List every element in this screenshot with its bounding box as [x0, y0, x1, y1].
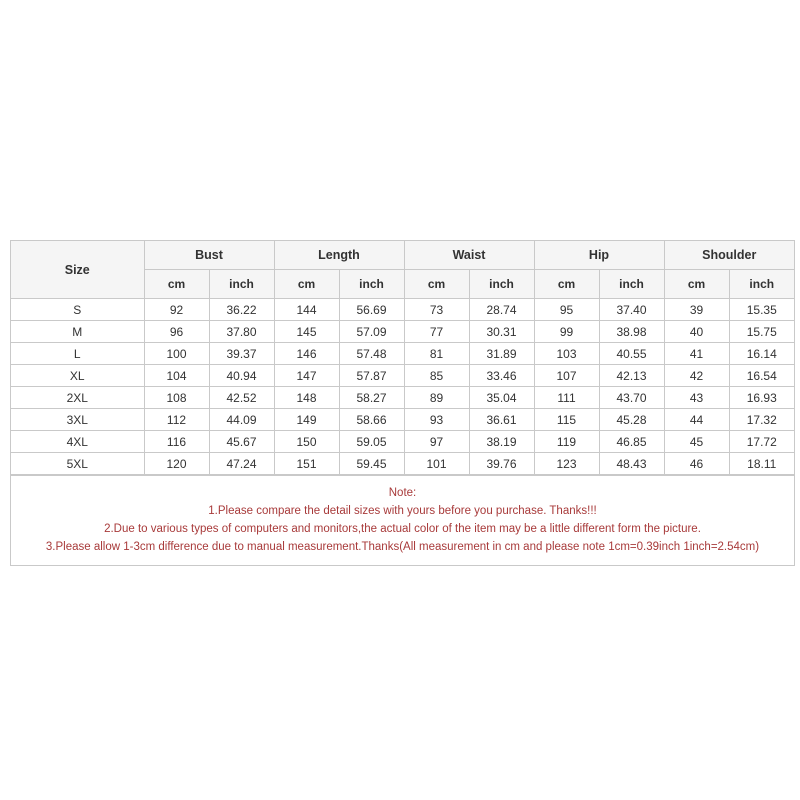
- measurement-cell: 43.70: [599, 387, 664, 409]
- measurement-cell: 104: [144, 365, 209, 387]
- measurement-cell: 41: [664, 343, 729, 365]
- table-row: [11, 343, 794, 365]
- waist-header: Waist: [404, 241, 534, 270]
- size-label-cell: M: [11, 321, 144, 343]
- measurement-cell: 149: [274, 409, 339, 431]
- note-title: Note:: [388, 487, 417, 499]
- measurement-cell: 35.04: [469, 387, 534, 409]
- measurement-cell: 96: [144, 321, 209, 343]
- measurement-cell: 116: [144, 431, 209, 453]
- bust-header: Bust: [144, 241, 274, 270]
- measurement-cell: 33.46: [469, 365, 534, 387]
- measurement-cell: 147: [274, 365, 339, 387]
- size-table: [11, 241, 794, 475]
- measurement-cell: 16.93: [729, 387, 794, 409]
- measurement-cell: 16.54: [729, 365, 794, 387]
- measurement-cell: 39: [664, 299, 729, 321]
- measurement-cell: 30.31: [469, 321, 534, 343]
- measurement-cell: 42: [664, 365, 729, 387]
- measurement-cell: 97: [404, 431, 469, 453]
- size-column-header: Size: [11, 241, 144, 299]
- measurement-cell: 58.66: [339, 409, 404, 431]
- measurement-cell: 57.09: [339, 321, 404, 343]
- measurement-cell: 37.40: [599, 299, 664, 321]
- shoulder-header: Shoulder: [664, 241, 794, 270]
- measurement-cell: 57.87: [339, 365, 404, 387]
- size-label-cell: XL: [11, 365, 144, 387]
- size-chart: [10, 240, 795, 566]
- measurement-cell: 85: [404, 365, 469, 387]
- measurement-cell: 39.76: [469, 453, 534, 475]
- measurement-cell: 28.74: [469, 299, 534, 321]
- measurement-cell: 107: [534, 365, 599, 387]
- table-row: [11, 321, 794, 343]
- size-label-cell: L: [11, 343, 144, 365]
- measurement-cell: 39.37: [209, 343, 274, 365]
- measurement-cell: 144: [274, 299, 339, 321]
- measurement-cell: 15.75: [729, 321, 794, 343]
- measurement-cell: 119: [534, 431, 599, 453]
- measurement-cell: 77: [404, 321, 469, 343]
- measurement-cell: 148: [274, 387, 339, 409]
- unit-header-cm: cm: [534, 270, 599, 299]
- unit-header-cm: cm: [144, 270, 209, 299]
- measurement-cell: 42.13: [599, 365, 664, 387]
- measurement-cell: 56.69: [339, 299, 404, 321]
- measurement-cell: 101: [404, 453, 469, 475]
- measurement-cell: 92: [144, 299, 209, 321]
- hip-header: Hip: [534, 241, 664, 270]
- measurement-cell: 45.28: [599, 409, 664, 431]
- measurement-cell: 115: [534, 409, 599, 431]
- measurement-cell: 47.24: [209, 453, 274, 475]
- size-label-cell: 4XL: [11, 431, 144, 453]
- measurement-cell: 48.43: [599, 453, 664, 475]
- measurement-cell: 17.72: [729, 431, 794, 453]
- measurement-cell: 46.85: [599, 431, 664, 453]
- table-row: [11, 409, 794, 431]
- measurement-cell: 46: [664, 453, 729, 475]
- note-line-1: 1.Please compare the detail sizes with yours before you purchase. Thanks!!!: [208, 505, 597, 517]
- measurement-cell: 150: [274, 431, 339, 453]
- table-row: [11, 387, 794, 409]
- size-label-cell: S: [11, 299, 144, 321]
- measurement-cell: 45.67: [209, 431, 274, 453]
- measurement-cell: 38.98: [599, 321, 664, 343]
- group-header-row: [11, 241, 794, 270]
- measurement-cell: 111: [534, 387, 599, 409]
- measurement-cell: 57.48: [339, 343, 404, 365]
- measurement-cell: 18.11: [729, 453, 794, 475]
- measurement-cell: 38.19: [469, 431, 534, 453]
- measurement-cell: 123: [534, 453, 599, 475]
- measurement-cell: 145: [274, 321, 339, 343]
- unit-header-inch: inch: [339, 270, 404, 299]
- size-label-cell: 5XL: [11, 453, 144, 475]
- unit-header-inch: inch: [599, 270, 664, 299]
- unit-header-cm: cm: [404, 270, 469, 299]
- measurement-cell: 95: [534, 299, 599, 321]
- measurement-cell: 120: [144, 453, 209, 475]
- measurement-cell: 151: [274, 453, 339, 475]
- measurement-cell: 44.09: [209, 409, 274, 431]
- unit-header-inch: inch: [469, 270, 534, 299]
- table-row: [11, 299, 794, 321]
- measurement-cell: 40.94: [209, 365, 274, 387]
- unit-header-cm: cm: [274, 270, 339, 299]
- measurement-cell: 73: [404, 299, 469, 321]
- measurement-cell: 36.22: [209, 299, 274, 321]
- measurement-cell: 16.14: [729, 343, 794, 365]
- measurement-cell: 146: [274, 343, 339, 365]
- size-label-cell: 3XL: [11, 409, 144, 431]
- measurement-cell: 112: [144, 409, 209, 431]
- measurement-cell: 59.05: [339, 431, 404, 453]
- note-line-2: 2.Due to various types of computers and monitors,the actual color of the item may be a little different form the picture.: [104, 523, 701, 535]
- length-header: Length: [274, 241, 404, 270]
- unit-header-inch: inch: [209, 270, 274, 299]
- measurement-cell: 17.32: [729, 409, 794, 431]
- size-label-cell: 2XL: [11, 387, 144, 409]
- measurement-cell: 45: [664, 431, 729, 453]
- measurement-cell: 43: [664, 387, 729, 409]
- measurement-cell: 81: [404, 343, 469, 365]
- measurement-cell: 40.55: [599, 343, 664, 365]
- table-row: [11, 453, 794, 475]
- measurement-cell: 31.89: [469, 343, 534, 365]
- measurement-cell: 37.80: [209, 321, 274, 343]
- measurement-cell: 58.27: [339, 387, 404, 409]
- measurement-cell: 44: [664, 409, 729, 431]
- size-table-body: [11, 299, 794, 475]
- table-row: [11, 365, 794, 387]
- measurement-cell: 99: [534, 321, 599, 343]
- note-line-3: 3.Please allow 1-3cm difference due to manual measurement.Thanks(All measurement in cm and please note 1cm=0.39inch 1inch=2.54cm): [45, 541, 760, 553]
- measurement-cell: 103: [534, 343, 599, 365]
- measurement-cell: 93: [404, 409, 469, 431]
- measurement-cell: 108: [144, 387, 209, 409]
- measurement-cell: 40: [664, 321, 729, 343]
- table-row: [11, 431, 794, 453]
- measurement-cell: 36.61: [469, 409, 534, 431]
- unit-header-inch: inch: [729, 270, 794, 299]
- measurement-cell: 59.45: [339, 453, 404, 475]
- measurement-cell: 89: [404, 387, 469, 409]
- note-box: [11, 475, 794, 565]
- measurement-cell: 100: [144, 343, 209, 365]
- unit-header-cm: cm: [664, 270, 729, 299]
- measurement-cell: 15.35: [729, 299, 794, 321]
- measurement-cell: 42.52: [209, 387, 274, 409]
